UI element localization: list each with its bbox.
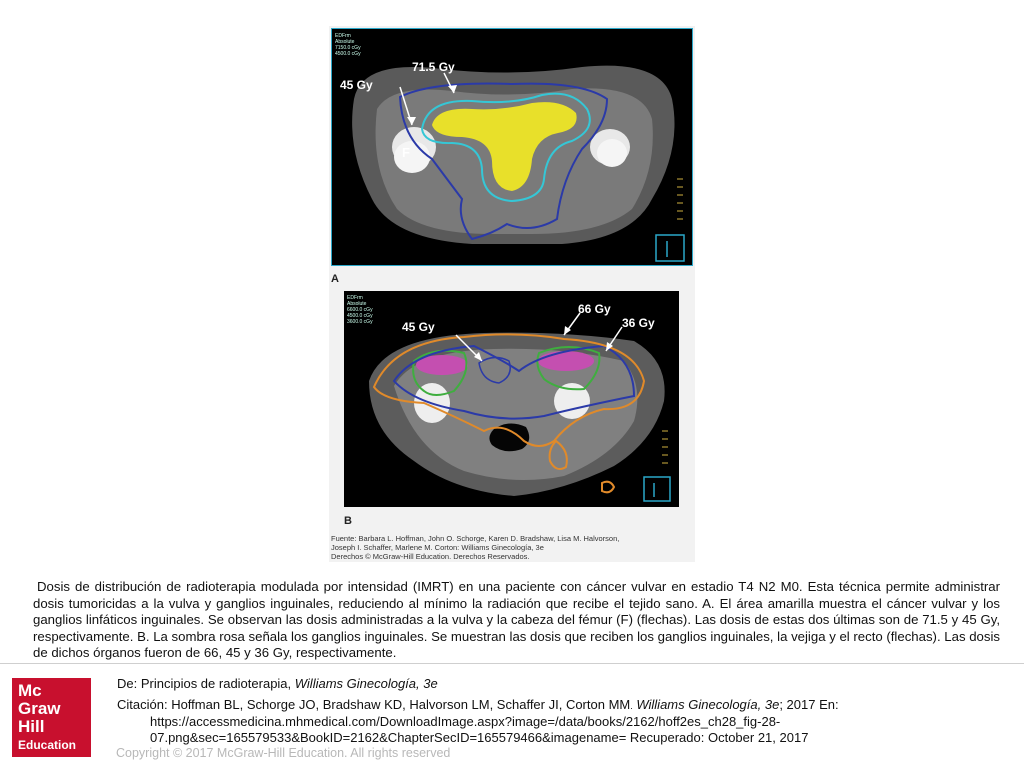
panel-letter-a: A xyxy=(331,273,339,285)
legend-a-line-2: Absolute xyxy=(335,39,355,45)
legend-b-line-4: 4500.0 cGy xyxy=(347,313,373,319)
legend-a-line-4: 4500.0 cGy xyxy=(335,51,361,57)
ct-image-panel-b xyxy=(344,291,679,507)
label-45-gy-b: 45 Gy xyxy=(402,320,435,334)
panel-letter-b: B xyxy=(344,515,352,527)
from-prefix: De: Principios de radioterapia, xyxy=(117,676,295,691)
cite-suffix: ; 2017 En: xyxy=(779,697,839,712)
logo-line-3: Hill xyxy=(18,717,45,736)
label-36-gy: 36 Gy xyxy=(622,316,655,330)
citation-url-line-2[interactable]: 07.png&sec=165579533&BookID=2162&ChapterSecID=165579466&imagename= Recuperado: October 21, 2017 xyxy=(150,730,809,745)
figure-source xyxy=(331,534,691,561)
ct-image-panel-a xyxy=(331,28,693,266)
logo-line-2: Graw xyxy=(18,699,61,718)
source-line-3: Derechos © McGraw-Hill Education. Derechos Reservados. xyxy=(331,552,530,561)
label-femur: F xyxy=(402,145,410,160)
logo-line-4: Education xyxy=(18,738,77,752)
cite-prefix: Citación: Hoffman BL, Schorge JO, Bradshaw KD, Halvorson LM, Schaffer JI, Corton MM xyxy=(117,697,631,712)
label-71-5-gy: 71.5 Gy xyxy=(412,60,455,74)
legend-b-line-3: 6600.0 cGy xyxy=(347,307,373,313)
from-line xyxy=(117,676,438,691)
legend-a-line-3: 7150.0 cGy xyxy=(335,45,361,51)
ct-scan-b-graphic xyxy=(344,291,679,507)
mcgraw-hill-logo xyxy=(12,678,91,757)
legend-b-line-2: Absolute xyxy=(347,301,367,307)
source-line-1: Fuente: Barbara L. Hoffman, John O. Schorge, Karen D. Bradshaw, Lisa M. Halvorson, xyxy=(331,534,620,543)
legend-a-line-1: EDFrm xyxy=(335,33,351,39)
label-45-gy-a: 45 Gy xyxy=(340,78,373,92)
copyright-notice: Copyright © 2017 McGraw-Hill Education. All rights reserved xyxy=(116,746,451,760)
logo-line-1: Mc xyxy=(18,681,42,700)
cite-title: Williams Ginecología, 3e xyxy=(632,697,780,712)
label-66-gy: 66 Gy xyxy=(578,302,611,316)
citation-line xyxy=(117,697,839,712)
citation-url-line-1[interactable]: https://accessmedicina.mhmedical.com/DownloadImage.aspx?image=/data/books/2162/hoff2es_ch28_fig-28- xyxy=(150,714,781,729)
source-line-2: Joseph I. Schaffer, Marlene M. Corton: Williams Ginecología, 3e xyxy=(331,543,544,552)
figure-caption: Dosis de distribución de radioterapia modulada por intensidad (IMRT) en una paciente con cáncer vulvar en estadio T4 N2 M0. Esta técnica permite administrar dosis tumoricidas a la vulva y ganglios inguinales, reduciendo al mínimo la radiación que recibe el tejido sano. A. El área amarilla muestra el cáncer vulvar y los ganglios linfáticos inguinales. Se observan las dosis administradas a la vulva y la cabeza del fémur (F) (flechas). Las dosis de estas dos últimas son de 71.5 y 45 Gy, respectivamente. B. La sombra rosa señala los ganglios inguinales. Se muestran las dosis que reciben los ganglios inguinales, la vejiga y el recto (flechas). Las dosis de dichos órganos fueron de 66, 45 y 36 Gy, respectivamente. xyxy=(33,579,1000,660)
cite-dot: . xyxy=(630,701,633,711)
legend-b-line-1: EDFrm xyxy=(347,295,363,301)
divider xyxy=(0,663,1024,664)
ct-scan-a-graphic xyxy=(332,29,693,266)
from-title: Williams Ginecología, 3e xyxy=(294,676,438,691)
legend-b-line-5: 3600.0 cGy xyxy=(347,319,373,325)
